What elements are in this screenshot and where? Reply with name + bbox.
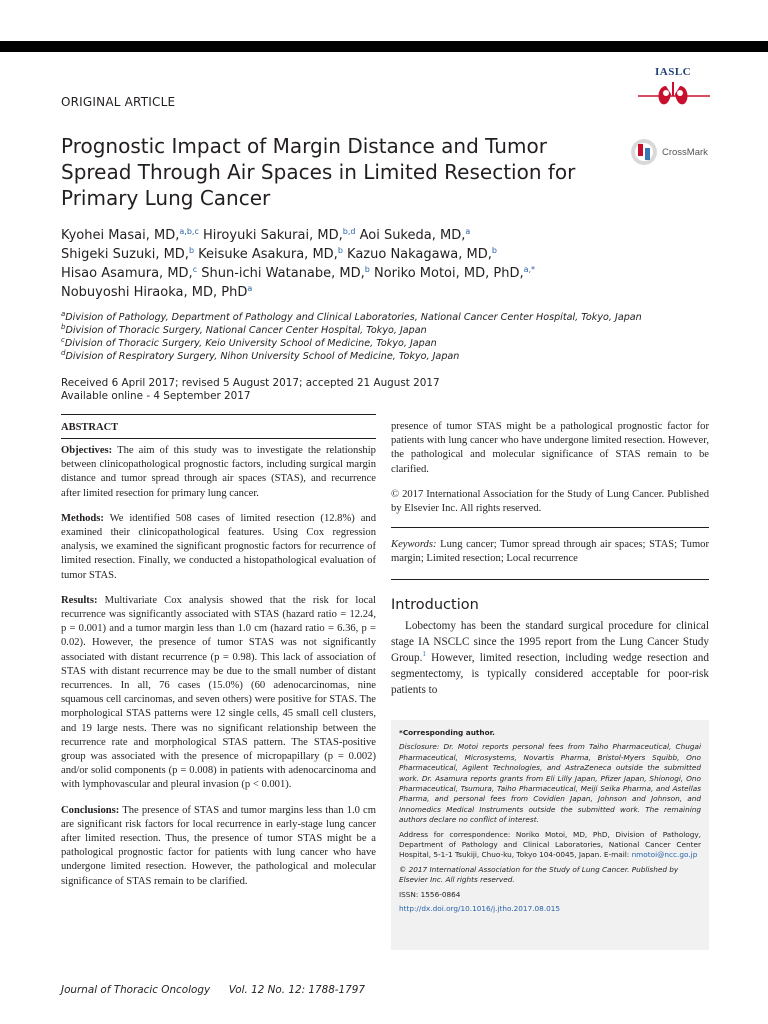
affiliation-sup: a: [61, 310, 66, 318]
iaslc-logo: [636, 66, 716, 112]
author-name: Shigeki Suzuki, MD,: [61, 247, 189, 262]
affiliation-sup: d: [61, 349, 66, 357]
box-copyright: © 2017 International Association for the Study of Lung Cancer. Published by Elsevier Inc. All rights reserved.: [399, 864, 679, 885]
author-name: Hisao Asamura, MD,: [61, 266, 193, 281]
crossmark-label: CrossMark: [662, 147, 708, 158]
results-text: Multivariate Cox analysis showed that the risk for local recurrence was significantly associated with STAS (hazard ratio = 12.24, p = 0.001) and a tumor margin less than 1.0 cm (hazard ratio = 6.36, p = 0.02). However, the presence of tumor STAS was not significantly associated with distant recurrence (p = 0.98). This lack of association of STAS with distant recurrence may be due to the small number of distant recurrences. In all, 76 cases (15.0%) (60 adenocarcinomas, nine squamous cell carcinomas, and seven others) were positive for STAS. The morphological STAS patterns were 12 single cells, 45 small cell clusters, and 19 large nests. There was no significant relationship between the recurrence rate and morphological STAS pattern. The STAS-positive group was associated with the presence of micropapillary (p = 0.002) and/or solid components (p = 0.008) in patients with adenocarcinoma and with lymphovascular and pleural invasion (p < 0.001).: [61, 594, 376, 791]
affiliation-sup: c: [61, 336, 65, 344]
results-label: Results:: [61, 594, 98, 606]
author-affil-sup[interactable]: b: [491, 246, 497, 255]
introduction-text: [391, 618, 709, 698]
abstract-right-column: [391, 420, 709, 578]
doi-link[interactable]: http://dx.doi.org/10.1016/j.jtho.2017.08.015: [399, 904, 561, 914]
author-list: [61, 226, 661, 302]
article-type-label: ORIGINAL ARTICLE: [61, 95, 176, 109]
crossmark-icon: [630, 138, 658, 166]
objectives-label: Objectives:: [61, 445, 113, 456]
affiliation-text: Division of Thoracic Surgery, Keio University School of Medicine, Tokyo, Japan: [64, 338, 437, 349]
affiliation-text: Division of Thoracic Surgery, National Cancer Center Hospital, Tokyo, Japan: [65, 325, 427, 336]
abstract-conclusions-continued: presence of tumor STAS might be a pathological prognostic factor for patients with lung cancer who have undergone limited resection. However, the pathological and molecular significance of STAS remain to be clarified.: [391, 421, 709, 475]
author-name: Noriko Motoi, MD, PhD,: [374, 266, 524, 281]
iaslc-logo-text: IASLC: [655, 66, 692, 78]
author-affil-sup[interactable]: a,*: [523, 265, 536, 274]
author-name: Hiroyuki Sakurai, MD,: [202, 228, 343, 243]
author-name: Keisuke Asakura, MD,: [198, 247, 338, 262]
footnote-box: [391, 720, 709, 950]
reference-link[interactable]: 1: [422, 650, 426, 658]
divider: [391, 527, 709, 528]
corresponding-author-note: *Corresponding author.: [399, 728, 495, 737]
author-line-4: [61, 283, 661, 302]
crossmark-button[interactable]: [630, 138, 716, 166]
abstract-objectives: [61, 444, 376, 501]
article-title: Prognostic Impact of Margin Distance and Tumor Spread Through Air Spaces in Limited Resection for Primary Lung Cancer: [61, 134, 576, 210]
intro-text-part-1: Lobectomy has been the standard surgical procedure for clinical stage IA NSCLC since the 1995 report from the Lung Cancer Study Group.: [391, 620, 709, 664]
affiliation-item: [61, 350, 721, 363]
author-affil-sup[interactable]: b,d: [342, 227, 356, 236]
author-affil-sup[interactable]: c: [192, 265, 198, 274]
conclusions-label: Conclusions:: [61, 804, 120, 816]
author-affil-sup[interactable]: b: [188, 246, 195, 255]
abstract-results: [61, 594, 376, 793]
methods-text: We identified 508 cases of limited resection (12.8%) and examined their clinicopathological features. Using Cox regression analysis, we examined the significant prognostic factors for recurrence of limited resection. Finally, we conducted a histopathological evaluation of tumor STAS.: [61, 512, 376, 581]
issn: ISSN: 1556-0864: [399, 889, 461, 899]
lungs-icon: [636, 66, 716, 112]
affiliation-text: Division of Respiratory Surgery, Nihon University School of Medicine, Tokyo, Japan: [65, 351, 460, 362]
abstract-conclusions: [61, 804, 376, 887]
divider: [391, 579, 709, 580]
journal-name: Journal of Thoracic Oncology: [61, 984, 211, 996]
author-name: Shun-ichi Watanabe, MD,: [201, 266, 365, 281]
divider: [61, 414, 376, 415]
methods-label: Methods:: [61, 512, 104, 524]
affiliation-list: [61, 311, 721, 363]
keywords-text: Lung cancer; Tumor spread through air spaces; STAS; Tumor margin; Limited resection; Local recurrence: [391, 539, 710, 565]
affiliation-item: [61, 337, 721, 350]
introduction-heading: Introduction: [391, 597, 479, 613]
objectives-text: The aim of this study was to investigate the relationship between clinicopathological prognostic factors, including surgical margin distance and tumor spread through air spaces (STAS), and recurrence after limited resection for primary lung cancer.: [61, 445, 376, 499]
article-dates: [61, 377, 440, 403]
available-online-date: Available online - 4 September 2017: [61, 390, 251, 402]
address-text: Address for correspondence: Noriko Motoi, MD, PhD, Division of Pathology, Department of Pathology and Clinical Laboratories, National Cancer Center Hospital, 5-1-1 Tsukiji, Chuo-ku, Tokyo 104-0045, Japan. E-mail:: [399, 829, 701, 860]
email-link[interactable]: nmotoi@ncc.go.jp: [631, 850, 698, 860]
abstract-methods: [61, 512, 376, 583]
author-affil-sup[interactable]: a,b,c: [179, 227, 199, 236]
disclosure-note: Disclosure: Dr. Motoi reports personal fees from Taiho Pharmaceutical, Chugai Pharmaceutical, Microsystems, Novartis Pharma, Bristol-Myers Squibb, Ono Pharmaceutical, Agilent Technologies, and AstraZeneca outside the submitted work. Dr. Asamura reports grants from Eli Lilly Japan, Pfizer Japan, Shionogi, Ono Pharmaceutical, Tsumura, Taiho Pharmaceutical, Meiji Seika Pharma, and Astellas Pharma, and personal fees from Covidien Japan, Johnson and Johnson, and Innomedics Medical Instruments outside the submitted work. The remaining authors declare no conflict of interest.: [399, 742, 701, 825]
received-dates: Received 6 April 2017; revised 5 August 2017; accepted 21 August 2017: [61, 377, 440, 389]
abstract-copyright: © 2017 International Association for the Study of Lung Cancer. Published by Elsevier Inc. All rights reserved.: [391, 488, 709, 515]
keywords-label: Keywords:: [391, 539, 437, 551]
abstract-left-column: [61, 444, 376, 887]
keywords: [391, 538, 709, 566]
author-name: Kyohei Masai, MD,: [61, 228, 180, 243]
author-name: Nobuyoshi Hiraoka, MD, PhD: [61, 285, 248, 300]
intro-text-part-2: However, limited resection, including wedge resection and segmentectomy, is typically considered acceptable for poor-risk patients to: [391, 652, 709, 696]
affiliation-item: [61, 324, 721, 337]
address-note: [399, 830, 701, 861]
author-affil-sup[interactable]: b: [364, 265, 370, 274]
abstract-heading: ABSTRACT: [61, 422, 119, 433]
author-line-3: [61, 264, 661, 283]
top-black-bar: [0, 41, 768, 52]
journal-volume: Vol. 12 No. 12: 1788-1797: [228, 984, 366, 996]
author-affil-sup[interactable]: a: [465, 227, 471, 236]
divider: [61, 438, 376, 439]
author-affil-sup[interactable]: a: [247, 284, 253, 293]
author-name: Aoi Sukeda, MD,: [359, 228, 466, 243]
author-line-2: [61, 245, 661, 264]
affiliation-sup: b: [61, 323, 66, 331]
author-affil-sup[interactable]: b: [337, 246, 343, 255]
affiliation-text: Division of Pathology, Department of Pathology and Clinical Laboratories, National Cancer Center Hospital, Tokyo, Japan: [65, 312, 642, 323]
conclusions-text: The presence of STAS and tumor margins less than 1.0 cm are significant risk factors for local recurrence in early-stage lung cancer after limited resection. Thus, the presence of tumor STAS might be a pathological prognostic factor for patients with lung cancer who have undergone limited resection. However, the pathological and molecular significance of STAS remain to be clarified.: [61, 804, 376, 887]
page-footer: [61, 984, 365, 996]
affiliation-item: [61, 311, 721, 324]
author-line-1: [61, 226, 661, 245]
author-name: Kazuo Nakagawa, MD,: [347, 247, 492, 262]
